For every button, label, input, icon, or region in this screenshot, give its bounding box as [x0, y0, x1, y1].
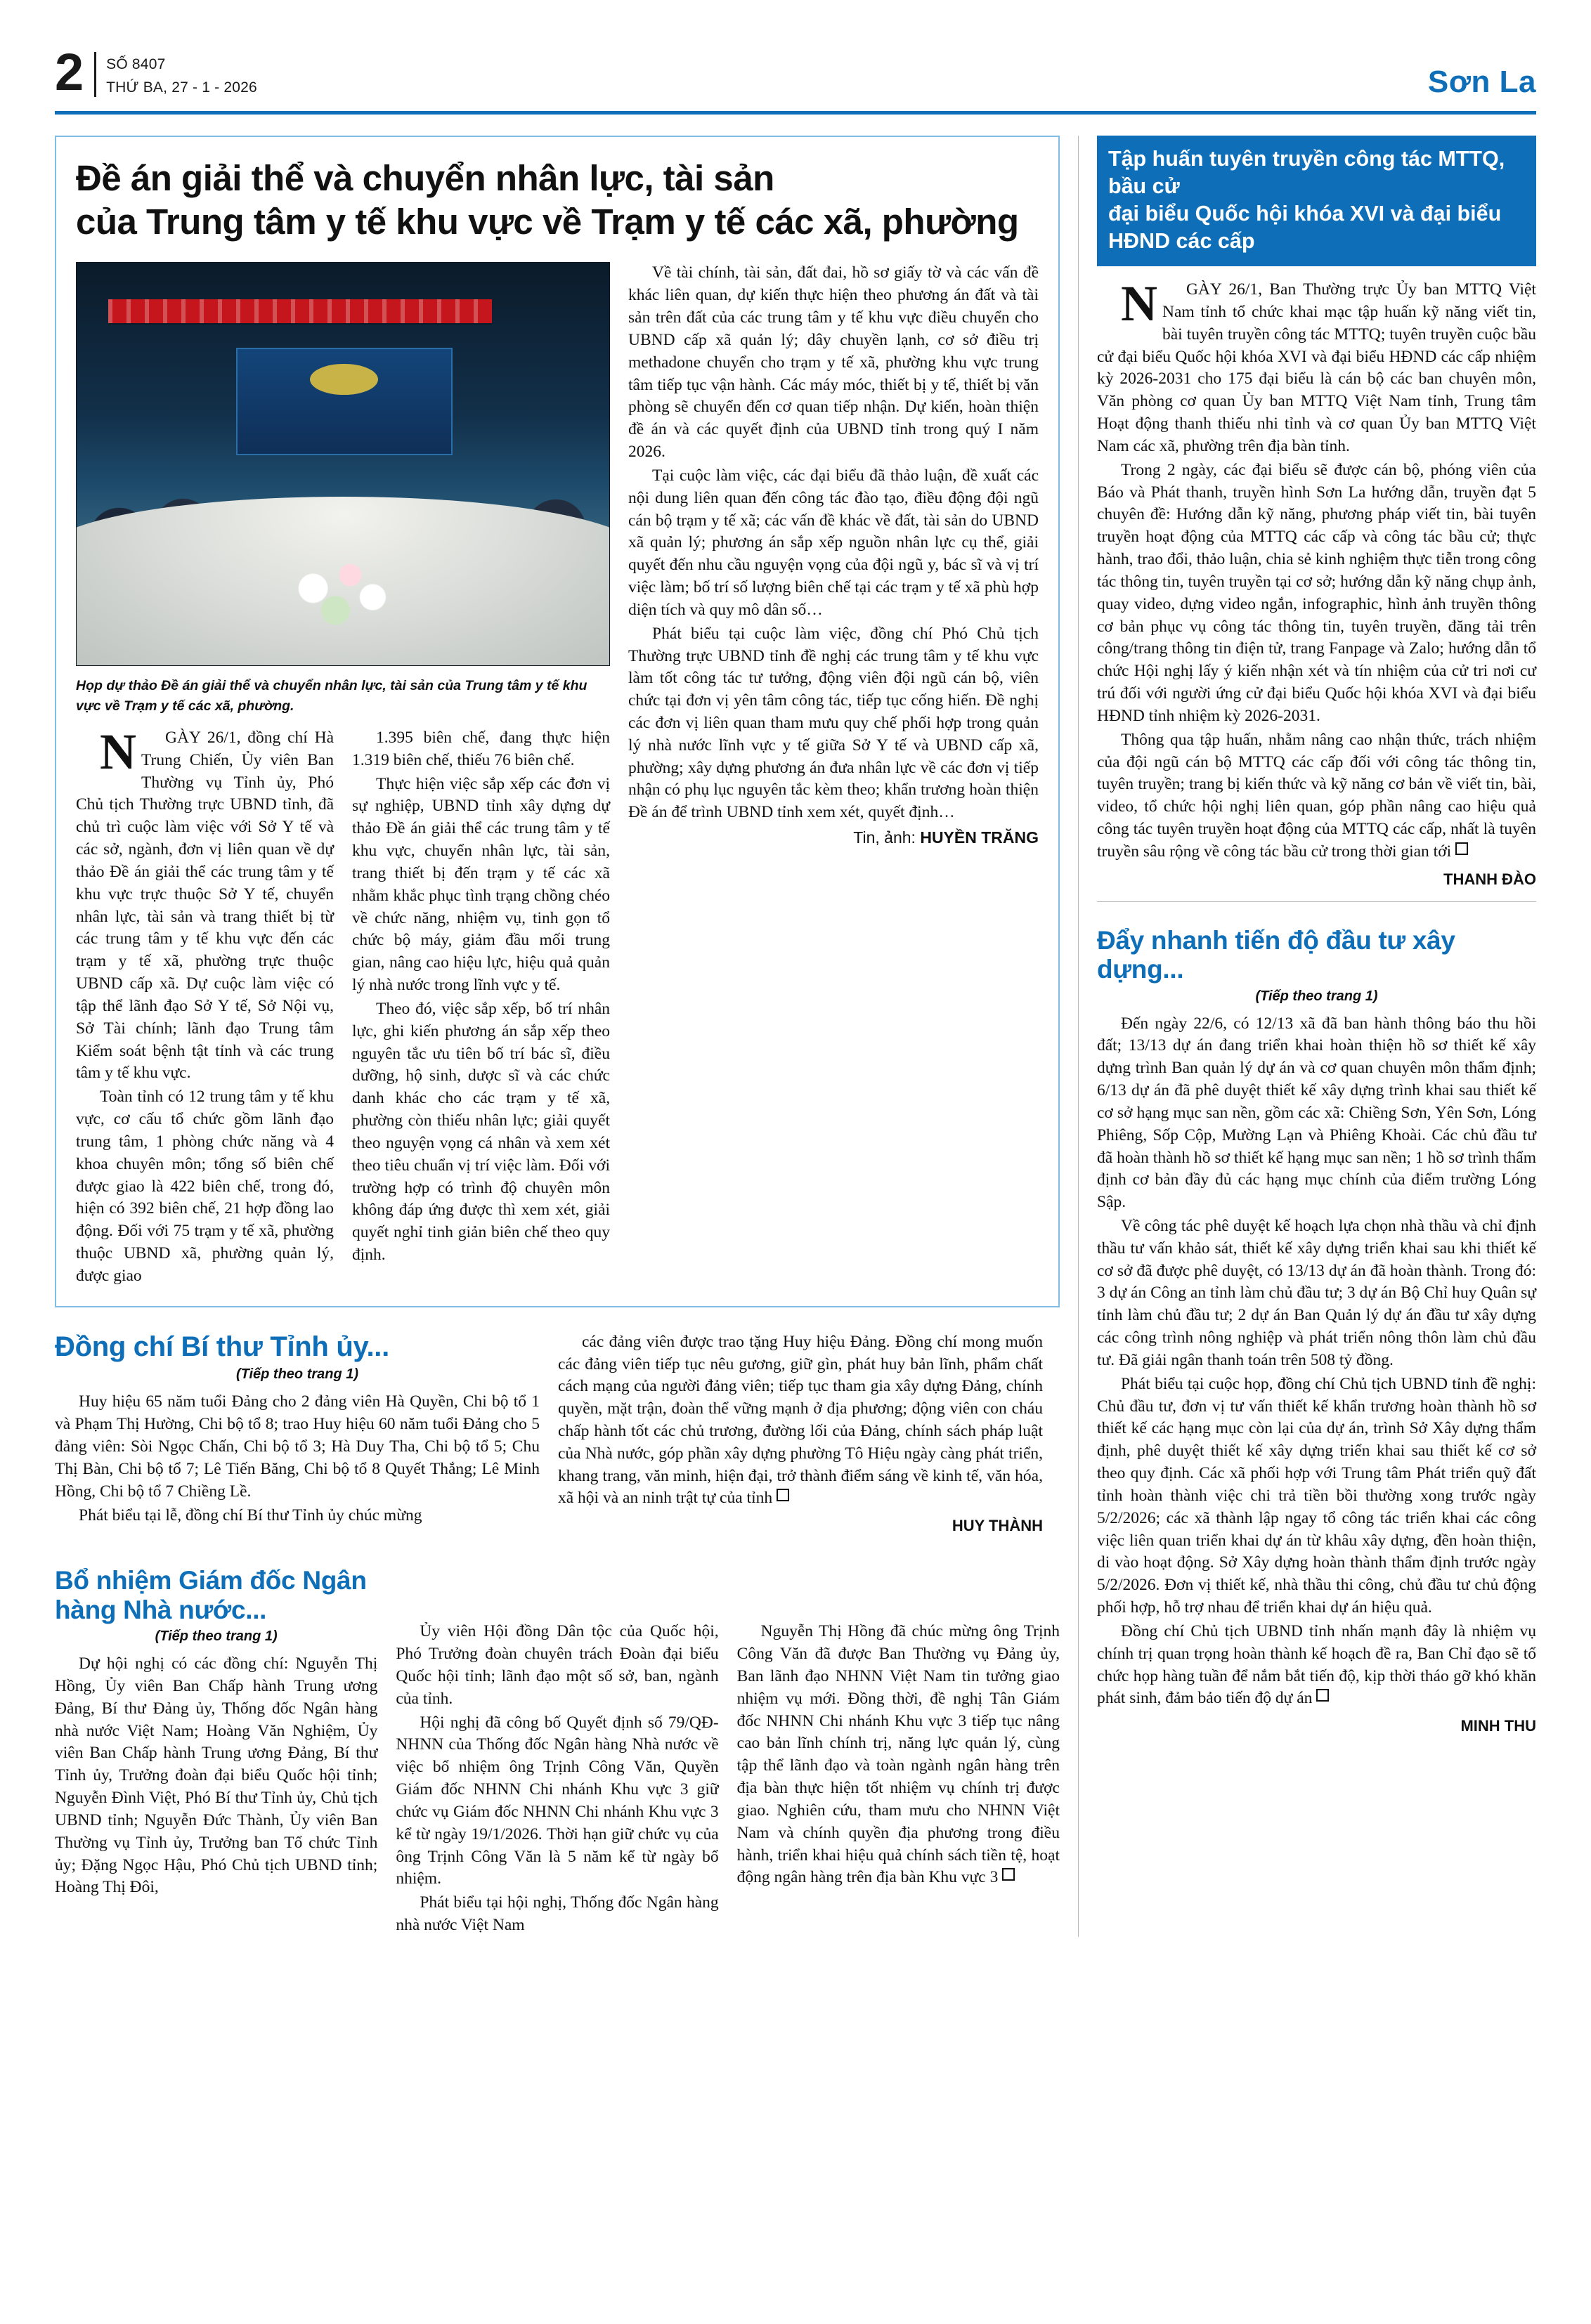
article-paragraph — [737, 1621, 1060, 1889]
issue-number: SỐ 8407 — [106, 56, 166, 72]
masthead-divider — [94, 52, 96, 97]
mttq-byline: THANH ĐÀO — [1443, 870, 1536, 888]
end-mark — [777, 1489, 789, 1501]
mttq-paragraph — [1097, 729, 1536, 863]
xaydung-paragraph-text: Đồng chí Chủ tịch UBND tỉnh nhấn mạnh đây là nhiệm vụ chính trị quan trọng hoàn thành kế hoạch đề ra, Ban Chỉ đạo sẽ tổ chức họp hàng tuần để nắm bắt tiến độ, kịp thời tháo gỡ khó khăn phát sinh, đảm bảo tiến độ dự án — [1096, 1621, 1536, 1708]
article-xaydung-continued: (Tiếp theo trang 1) — [1255, 988, 1378, 1004]
lead-paragraph-text: GÀY 26/1, đồng chí Hà Trung Chiến, Ủy viên Ban Thường vụ Tỉnh ủy, Phó Chủ tịch Thường trực UBND tỉnh, đã chủ trì cuộc làm việc với Sở Y tế và các sở, ngành, đơn vị liên quan về dự thảo Đề án giải thể các trung tâm y tế khu vực trực thuộc Sở Y tế, chuyển nhân lực, tài sản và trang thiết bị từ các trung tâm y tế khu vực đến các trạm y tế xã, phường trực thuộc UBND cấp xã. Dự cuộc làm việc có tập thể lãnh đạo Sở Y tế, Sở Nội vụ, Sở Tài chính; lãnh đạo Trung tâm Kiểm soát bệnh tật tỉnh và các trung tâm y tế khu vực. — [76, 728, 334, 1083]
lead-paragraph: 1.395 biên chế, đang thực hiện 1.319 biên chế, thiếu 76 biên chế. — [352, 728, 610, 769]
mttq-headline-band — [1097, 136, 1536, 266]
xaydung-paragraph: Đến ngày 22/6, có 12/13 xã đã ban hành thông báo thu hồi đất; 13/13 dự án đang triển khai hoàn thiện hồ sơ thiết kế xây dựng trình Ban quản lý dự án và cơ quan chuyên môn thẩm định; 6/13 dự án đã phê duyệt thiết kế xây dựng trình khai sau thiết kế cơ sở hạng mục san nền, gồm các xã: Chiềng Sơn, Yên Sơn, Lóng Phiêng, Sốp Cộp, Mường Lạn và Phiêng Khoài. Các chủ đầu tư đã hoàn thành hồ sơ thiết kế hạng mục san nền; 1 hồ sơ trình thẩm định cơ bản đầy đủ các hạng mục chính của điểm trường Lóng Sập. — [1096, 1014, 1536, 1212]
lead-column-2 — [352, 727, 610, 1288]
lead-paragraph: Theo đó, việc sắp xếp, bố trí nhân lực, ghi kiến phương án sắp xếp theo nguyên tắc ưu tiên bố trí bác sĩ, điều dưỡng, hộ sinh, dược sĩ và các chức danh khác cho các trạm y tế xã, phường còn thiếu nhân lực; giải quyết theo nguyện vọng cá nhân và xem xét theo tiêu chuẩn vị trí việc làm. Đối với trường hợp có trình độ chuyên môn không đáp ứng được thì xem xét, giải quyết nghỉ tinh giản biên chế theo quy định. — [352, 999, 610, 1265]
photo-caption: Họp dự thảo Đề án giải thể và chuyển nhân lực, tài sản của Trung tâm y tế khu vực về Trạm y tế các xã, phường. — [76, 678, 587, 714]
article-paragraph: Phát biểu tại hội nghị, Thống đốc Ngân hàng nhà nước Việt Nam — [396, 1893, 719, 1935]
mttq-paragraph-text: GÀY 26/1, Ban Thường trực Ủy ban MTTQ Việt Nam tỉnh tổ chức khai mạc tập huấn kỹ năng viết tin, bài tuyên truyền công tác MTTQ; tuyên truyền cuộc bầu cử đại biểu Quốc hội khóa XVI và đại biểu HĐND các cấp nhiệm kỳ 2026-2031 cho 175 đại biểu là cán bộ các ban chuyên môn, Văn phòng cơ quan Ủy ban MTTQ Việt Nam tỉnh, Trung tâm Hoạt động thanh thiếu nhi tỉnh và cơ quan Ủy ban MTTQ Việt Nam các xã, phường trên địa bàn tỉnh. — [1096, 280, 1536, 455]
page-number: 2 — [55, 43, 84, 101]
page-content — [55, 136, 1536, 1937]
article-bonhiem-continued: (Tiếp theo trang 1) — [155, 1628, 278, 1645]
article-bonhiem — [55, 1542, 1060, 1937]
lead-paragraph — [76, 723, 334, 1085]
lead-article — [55, 136, 1060, 1307]
drop-cap: N — [1120, 275, 1157, 332]
mttq-paragraph — [1096, 275, 1536, 458]
end-mark — [1002, 1868, 1015, 1881]
band-line1: Tập huấn tuyên truyền công tác MTTQ, bầu cử — [1108, 147, 1505, 199]
lead-column-3 — [628, 262, 1039, 1287]
article-bithu-continued: (Tiếp theo trang 1) — [235, 1366, 359, 1383]
lead-paragraph: Về tài chính, tài sản, đất đai, hồ sơ giấy tờ và các vấn đề khác liên quan, dự kiến thực hiện theo phương án đất và tài sản trên đất của các trung tâm y tế khu vực điều chuyển cho UBND cấp xã quản lý; dây chuyền lạnh, cơ sở điều trị methadone chuyển cho trạm y tế xã, phường khu vực trung tâm tiếp tục vận hành. Các máy móc, thiết bị y tế, thiết bị văn phòng sẽ chuyển đến cơ quan tiếp nhận. Dự kiến, hoàn thiện đề án và các quyết định của UBND tỉnh trong quý I năm 2026. — [628, 263, 1039, 462]
article-paragraph: Ủy viên Hội đồng Dân tộc của Quốc hội, Phó Trưởng đoàn chuyên trách Đoàn đại biểu Quốc hội tỉnh; lãnh đạo một số sở, ban, ngành của tỉnh. — [396, 1622, 719, 1708]
end-mark — [1455, 842, 1468, 855]
xaydung-paragraph: Phát biểu tại cuộc họp, đồng chí Chủ tịch UBND tỉnh đề nghị: Chủ đầu tư, đơn vị tư vấn thiết kế khẩn trương hoàn thành hồ sơ thiết kế các hạng mục còn lại của dự án, trình Sở Xây dựng thẩm định, phê duyệt thiết kế xây dựng triển khai sau thiết kế cơ sở theo quy định. Các xã phối hợp với Trung tâm Phát triển quỹ đất tỉnh hoàn thành việc chi trả tiền bồi thường xong trước ngày 5/2/2026; các xã thành lập ngay tổ công tác triển khai các công việc liên quan triển khai dự án từ khâu xây dựng, đền hoàn thiện, di vào hoạt động. Sở Xây dựng hoàn thành thẩm định trước ngày 5/2/2026. Đơn vị thiết kế, nhà thầu thi công, chủ đầu tư chủ động phối hợp, hỗ trợ nhau để triển khai dự án hiệu quả. — [1096, 1374, 1536, 1617]
article-bithu-byline: HUY THÀNH — [952, 1517, 1043, 1535]
article-paragraph — [558, 1331, 1043, 1510]
drop-cap: N — [100, 723, 136, 780]
lead-paragraph: Thực hiện việc sắp xếp các đơn vị sự nghiệp, UBND tỉnh xây dựng dự thảo Đề án giải thể các trung tâm y tế khu vực, chuyển nhân lực, tài sản, trang thiết bị đến trạm y tế các xã nhằm khắc phục tình trạng chồng chéo về chức năng, nhiệm vụ, tinh gọn tổ chức bộ máy, giảm đầu mối trung gian, nâng cao hiệu lực, hiệu quả quản lý nhà nước trong lĩnh vực y tế. — [352, 774, 610, 995]
masthead — [55, 43, 1536, 115]
lead-column-1 — [76, 723, 334, 1288]
article-paragraph: Phát biểu tại lễ, đồng chí Bí thư Tỉnh ủy chúc mừng — [79, 1506, 422, 1525]
article-bithu — [55, 1307, 1060, 1536]
section-divider — [1097, 901, 1536, 902]
lead-byline — [628, 828, 1039, 847]
mttq-paragraph: Trong 2 ngày, các đại biểu sẽ được cán bộ, phóng viên của Báo và Phát thanh, truyền hình Sơn La hướng dẫn, truyền đạt 5 chuyên đề: Hướng dẫn kỹ năng, phương pháp viết tin, bài tuyên truyền hoạt động của MTTQ các cấp và công tác bầu cử; thực hành, trao đổi, thảo luận, chia sẻ kinh nghiệm thực tiễn trong công tác thông tin, tuyên truyền tại cơ sở; hướng dẫn kỹ năng chụp ảnh, quay video, dựng video ngắn, infographic, hình ảnh truyền thông cơ bản phục vụ công tác thông tin, tuyên truyền, đăng tải trên công/trang thông tin điện tử, trang Fanpage và Zalo; hướng dẫn tổ chức Hội nghị lấy ý kiến nhận xét và tín nhiệm của cử tri nơi cư trú đối với người ứng cử đại biểu Quốc hội khóa XVI và đại biểu HĐND tỉnh nhiệm kỳ 2026-2031. — [1096, 460, 1536, 725]
lead-paragraph: Phát biểu tại cuộc làm việc, đồng chí Phó Chủ tịch Thường trực UBND tỉnh đề nghị các trung tâm y tế khu vực làm tốt công tác tư tưởng, động viên đội ngũ cán bộ, viên chức tại đơn vị yên tâm công tác, tiếp tục cống hiến. Đề nghị các đơn vị liên quan tham mưu quy chế phối hợp trong quản lý nhà nước lĩnh vực y tế giữa Sở Y tế và UBND cấp xã, phường; xây dựng phương án đưa nhân lực về các đơn vị tiếp nhận có phụ lục nguyên tắc kèm theo; khẩn trương hoàn thiện Đề án để trình UBND tỉnh xem xét, quyết định… — [628, 624, 1039, 822]
lead-title-line2: của Trung tâm y tế khu vực về Trạm y tế các xã, phường — [76, 202, 1019, 242]
xaydung-byline: MINH THU — [1460, 1717, 1536, 1735]
lead-title — [76, 157, 1039, 244]
issue-date: THỨ BA, 27 - 1 - 2026 — [106, 79, 257, 96]
lead-title-line1: Đề án giải thể và chuyển nhân lực, tài sản — [76, 158, 774, 198]
byline-label: Tin, ảnh: — [853, 828, 916, 847]
meeting-photo — [76, 262, 610, 666]
xaydung-paragraph: Về công tác phê duyệt kế hoạch lựa chọn nhà thầu và chỉ định thầu tư vấn khảo sát, thiết kế xây dựng triển khai sau khi thiết kế cơ sở đã được phê duyệt, có 13/13 dự án đã hoàn thành. Trong đó: 3 dự án Công an tỉnh làm chủ đầu tư; 3 dự án Bộ Chỉ huy Quân sự tỉnh làm chủ đầu tư; 2 dự án Ban Quản lý dự án đầu tư xây dựng các công trình nông nghiệp và phát triển nông thôn làm chủ đầu tư. Đã giải ngân thanh toán trên 508 tỷ đồng. — [1096, 1216, 1536, 1369]
article-paragraph-text: Nguyễn Thị Hồng đã chúc mừng ông Trịnh Công Văn đã được Ban Thường vụ Đảng ủy, Ban lãnh đạo NHNN Việt Nam tin tưởng giao nhiệm vụ mới. Đồng thời, đề nghị Tân Giám đốc NHNN Chi nhánh Khu vực 3 tiếp tục nâng cao bản lĩnh chính trị, năng lực quản lý, cùng tập thể lãnh đạo và toàn ngành ngân hàng trên địa bàn thực hiện tốt nhiệm vụ chính trị được giao. Nghiên cứu, tham mưu cho NHNN Việt Nam và chính quyền địa phương trong điều hành, triển khai hiệu quả chính sách tiền tệ, hoạt động ngân hàng trên địa bàn Khu vực 3 — [736, 1622, 1060, 1887]
article-xaydung-title: Đẩy nhanh tiến độ đầu tư xây dựng... — [1096, 925, 1455, 984]
lead-paragraph: Tại cuộc làm việc, các đại biểu đã thảo luận, đề xuất các nội dung liên quan đến công tác đào tạo, điều động đội ngũ cán bộ trạm y tế xã; các vấn đề khác về đất, tài sản do UBND xã quản lý; phương án sắp xếp nguồn nhân lực cụ thể, giải quyết đến nhu cầu nguyện vọng của đội ngũ y, bác sĩ và vị trí việc làm; bố trí số lượng biên chế tại các trạm y tế xã phù hợp diện tích và quy mô dân số… — [628, 466, 1039, 619]
masthead-meta — [106, 53, 257, 99]
article-paragraph: Dự hội nghị có các đồng chí: Nguyễn Thị Hồng, Ủy viên Ban Chấp hành Trung ương Đảng, Bí thư Đảng ủy, Thống đốc Ngân hàng nhà nước Việt Nam; Hoàng Văn Nghiệm, Ủy viên Ban Chấp hành Trung ương Đảng, Bí thư Tỉnh ủy, Trưởng đoàn đại biểu Quốc hội tỉnh; Nguyễn Đình Việt, Phó Bí thư Tỉnh ủy, Chủ tịch UBND tỉnh; Nguyễn Đức Thành, Ủy viên Ban Thường vụ Tỉnh ủy, Trưởng ban Tổ chức Tỉnh ủy; Đặng Ngọc Hậu, Phó Chủ tịch UBND tỉnh; Hoàng Thị Đôi, — [55, 1654, 378, 1897]
end-mark — [1316, 1689, 1329, 1702]
mttq-paragraph-text: Thông qua tập huấn, nhằm nâng cao nhận thức, trách nhiệm của đội ngũ cán bộ MTTQ các cấp đối với công tác thông tin, tuyên truyền; trang bị kiến thức và kỹ năng cơ bản về viết tin, bài, video, tổ chức hội nghị liên quan, góp phần nâng cao hiệu quả công tác tuyên truyền hoạt động của MTTQ các cấp, nhất là tuyên truyền sâu rộng về công tác bầu cử trong thời gian tới — [1096, 730, 1536, 861]
emblem-screen — [236, 348, 452, 455]
right-zone — [1097, 136, 1536, 1937]
article-paragraph-text: các đảng viên được trao tặng Huy hiệu Đảng. Đồng chí mong muốn các đảng viên tiếp tục nêu gương, giữ gìn, phát huy bản lĩnh, phẩm chất cách mạng của người đảng viên; tiếp tục tham gia xây dựng Đảng, chính quyền, mặt trận, đoàn thể vững mạnh ở địa phương; động viên con cháu chấp hành tốt các chủ trương, đường lối của Đảng, chính sách pháp luật của Nhà nước, góp phần xây dựng phường Tô Hiệu ngày càng phát triển, khang trang, văn minh, hiện đại, trở thành điểm sáng về kinh tế, văn hóa, xã hội và an ninh trật tự của tỉnh — [558, 1332, 1043, 1508]
byline-author: HUYỀN TRĂNG — [920, 828, 1039, 847]
flower-arrangement — [268, 553, 417, 641]
article-bithu-title: Đồng chí Bí thư Tỉnh ủy... — [55, 1331, 389, 1362]
column-divider — [1078, 136, 1079, 1937]
xaydung-paragraph — [1097, 1621, 1536, 1710]
article-paragraph: Hội nghị đã công bố Quyết định số 79/QĐ-NHNN của Thống đốc Ngân hàng Nhà nước về việc bổ nhiệm ông Trịnh Công Văn, Quyền Giám đốc NHNN Chi nhánh Khu vực 3 giữ chức vụ Giám đốc NHNN Chi nhánh Khu vực 3 kể từ ngày 19/1/2026. Thời hạn giữ chức vụ của ông Trịnh Công Văn là 5 năm kể từ ngày bổ nhiệm. — [396, 1713, 719, 1888]
band-line2: đại biểu Quốc hội khóa XVI và đại biểu HĐND các cấp — [1108, 202, 1502, 254]
lead-paragraph: Toàn tỉnh có 12 trung tâm y tế khu vực, cơ cấu tổ chức gồm lãnh đạo trung tâm, 1 phòng chức năng và 4 khoa chuyên môn; tổng số biên chế được giao là 422 biên chế, trong đó, hiện có 392 biên chế, 21 hợp đồng lao động. Đối với 75 trạm y tế xã, phường thuộc UBND xã, phường quản lý, được giao — [76, 1088, 334, 1285]
lead-photo-column — [76, 262, 610, 1287]
article-paragraph: Huy hiệu 65 năm tuổi Đảng cho 2 đảng viên Hà Quyền, Chi bộ tổ 1 và Phạm Thị Hường, Chi bộ tổ 8; trao Huy hiệu 60 năm tuổi Đảng cho 5 đảng viên: Sòi Ngọc Chấn, Chi bộ tổ 3; Hà Duy Tha, Chi bộ tổ 5; Chu Thị Bàn, Chi bộ tổ 7; Lê Tiến Băng, Chi bộ tổ 8 Quyết Thắng; Lê Minh Hồng, Chi bộ tổ 7 Chiềng Lề. — [55, 1392, 540, 1501]
left-zone — [55, 136, 1060, 1937]
article-bonhiem-title: Bổ nhiệm Giám đốc Ngân hàng Nhà nước... — [55, 1566, 367, 1624]
paper-name: Sơn La — [1427, 65, 1536, 99]
red-banner — [108, 299, 492, 323]
